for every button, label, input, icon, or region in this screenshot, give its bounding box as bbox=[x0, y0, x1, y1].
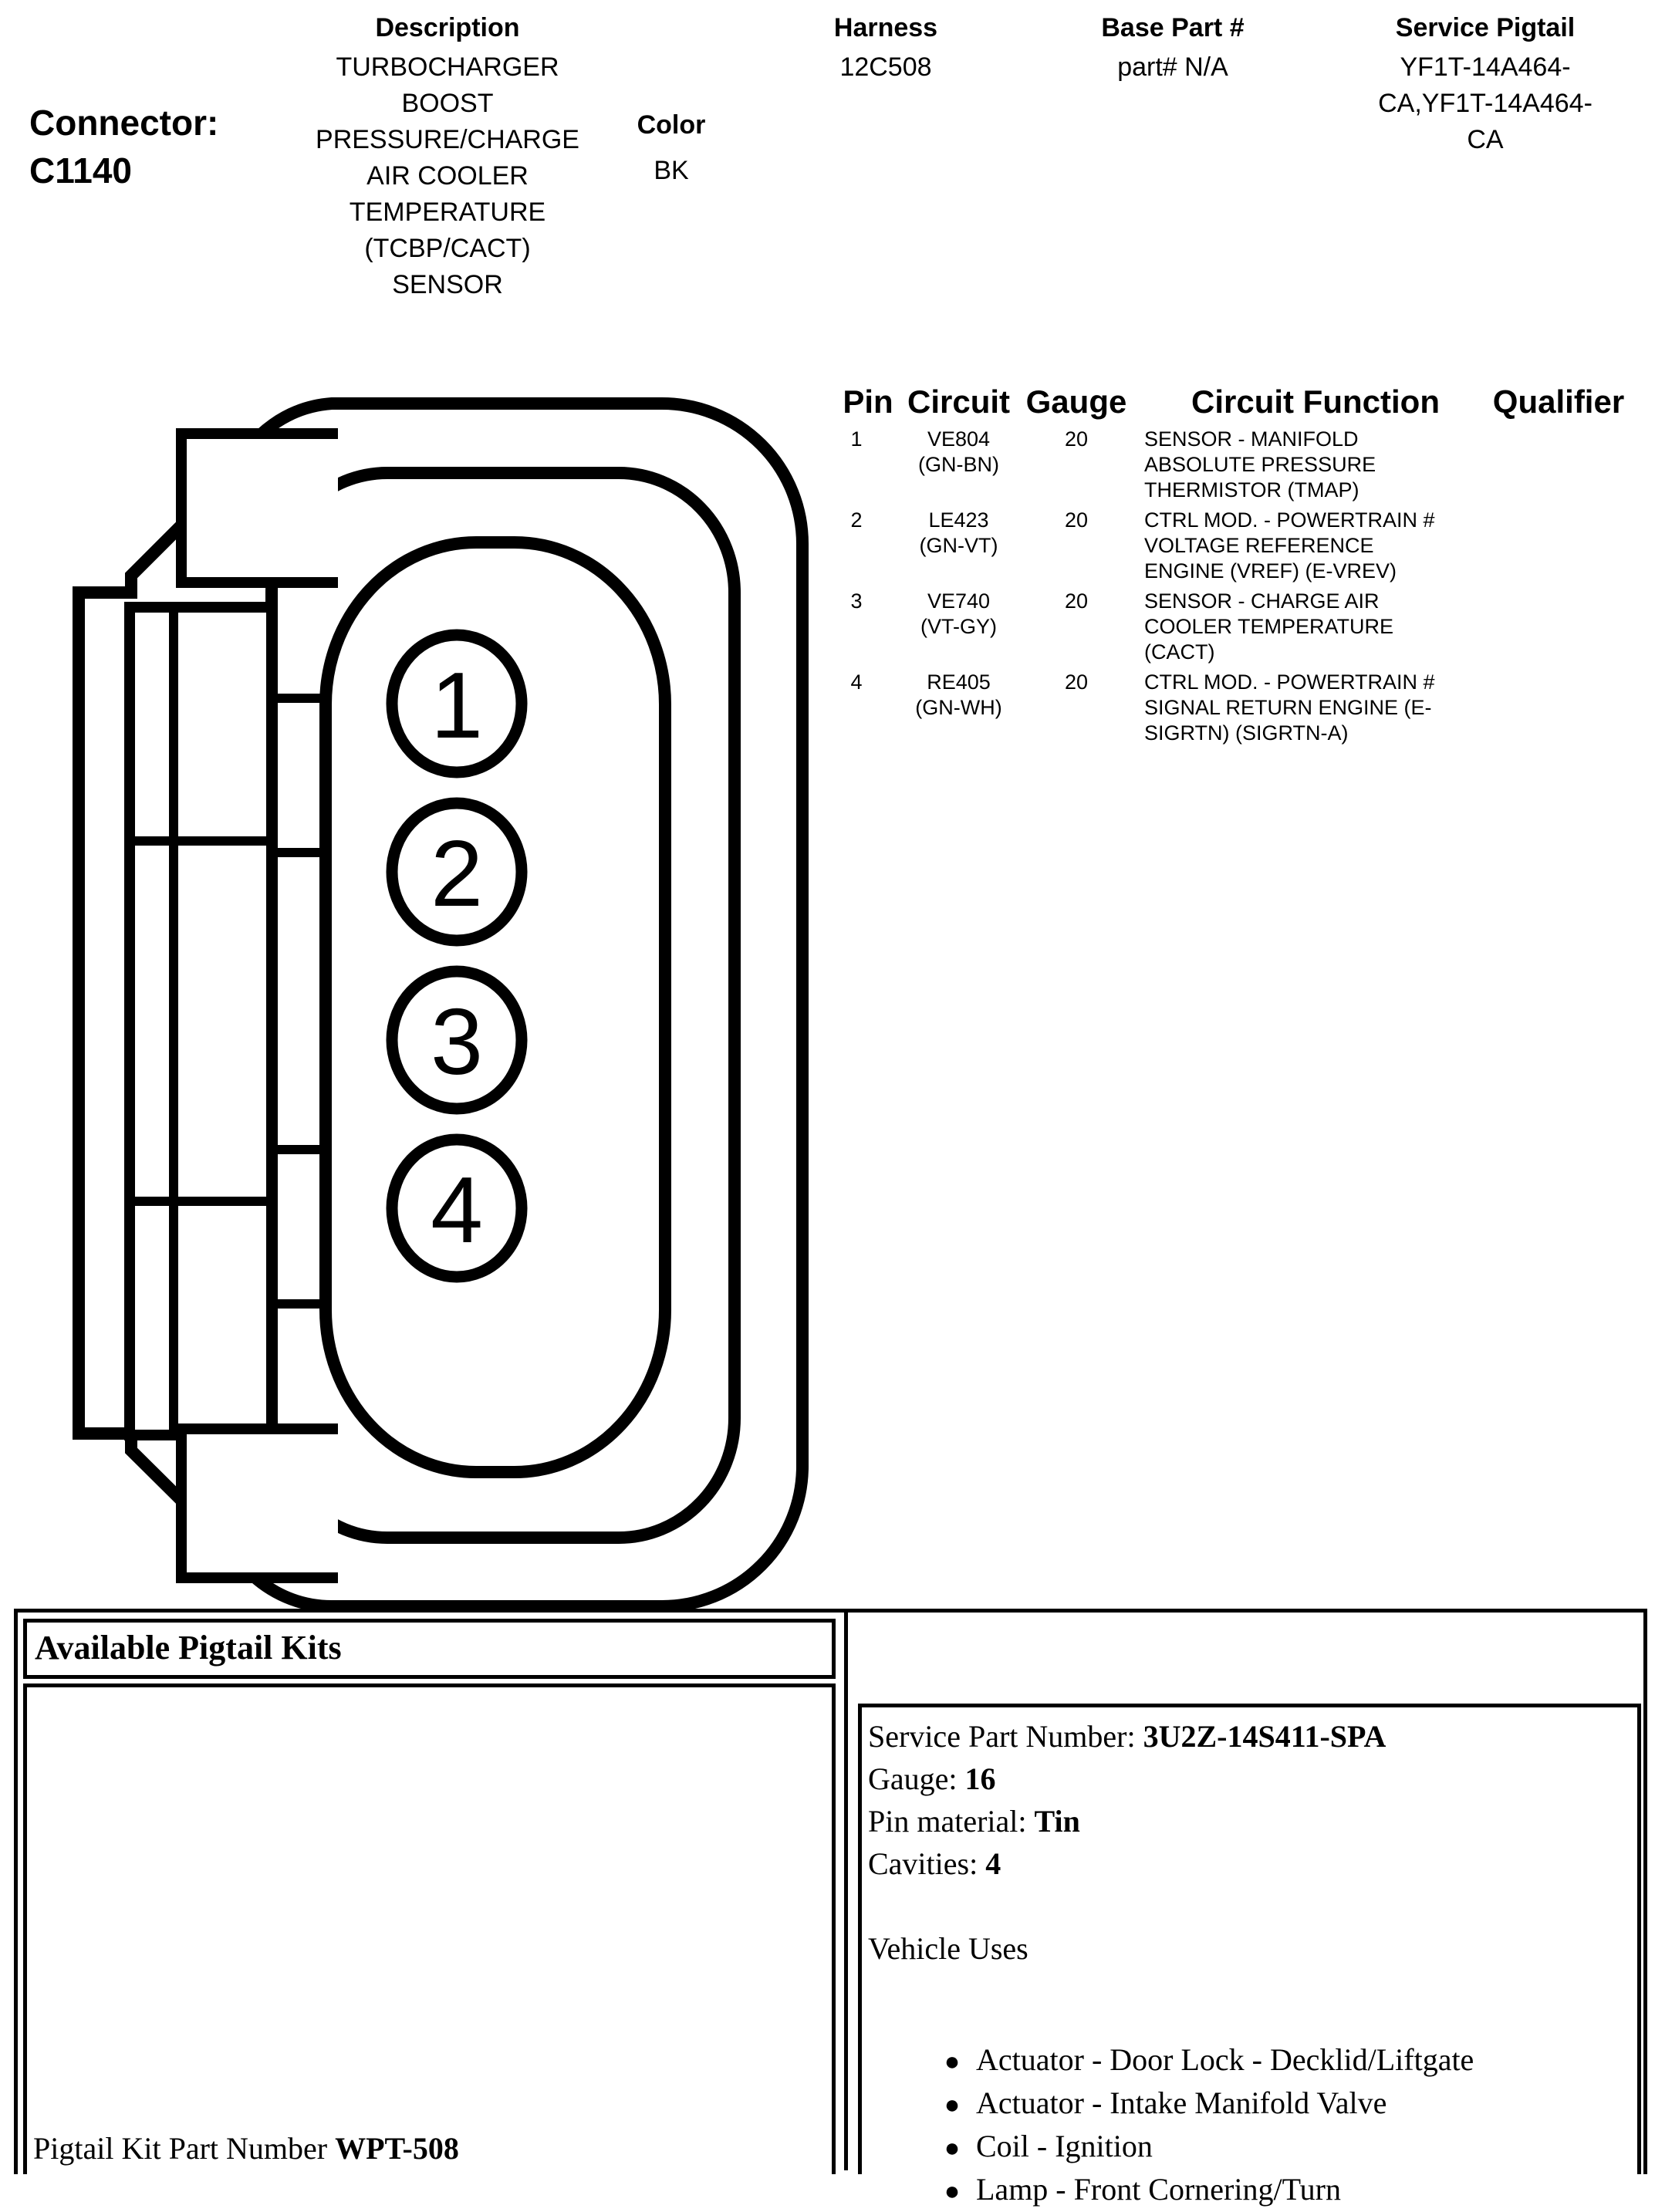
vehicle-use-item bbox=[928, 2169, 1632, 2212]
connector-id: C1140 bbox=[29, 150, 133, 191]
column-header-service-pigtail: Service Pigtail bbox=[1395, 13, 1576, 42]
pin-row-1-pin: 1 bbox=[850, 427, 863, 451]
function-line: COOLER TEMPERATURE bbox=[1144, 615, 1394, 638]
circuit-id: VE804 bbox=[927, 427, 991, 451]
pigtail-table-column-divider bbox=[844, 1609, 848, 2170]
pigtail-kit-part-number bbox=[33, 2127, 459, 2170]
function-line: SENSOR - CHARGE AIR bbox=[1144, 589, 1380, 613]
circuit-id: RE405 bbox=[927, 670, 991, 694]
pin-row-4-pin: 4 bbox=[850, 670, 863, 694]
vehicle-use-text: Coil - Ignition bbox=[976, 2129, 1153, 2163]
function-line: ABSOLUTE PRESSURE bbox=[1144, 453, 1376, 476]
column-header-description: Description bbox=[375, 13, 520, 42]
service-pigtail-value bbox=[1373, 49, 1597, 158]
service-part-value: 3U2Z-14S411-SPA bbox=[1143, 1719, 1386, 1754]
connector-cavity-pill bbox=[326, 542, 665, 1472]
vehicle-use-text: Actuator - Intake Manifold Valve bbox=[976, 2085, 1387, 2120]
circuit-color: (GN-VT) bbox=[919, 534, 998, 557]
pin-row-4-function bbox=[1144, 670, 1607, 746]
vehicle-use-item bbox=[928, 2039, 1632, 2082]
pin-material-value: Tin bbox=[1034, 1804, 1080, 1839]
cavities-value: 4 bbox=[985, 1846, 1001, 1881]
description-line: (TCBP/CACT) bbox=[364, 234, 531, 263]
function-line: ENGINE (VREF) (E-VREV) bbox=[1144, 559, 1397, 583]
pigtail-title: Available Pigtail Kits bbox=[35, 1629, 342, 1667]
column-header-harness: Harness bbox=[833, 13, 938, 42]
pin-table-header-circuit: Circuit bbox=[907, 383, 1010, 420]
bullet-icon: ● bbox=[944, 2091, 961, 2119]
bullet-icon: ● bbox=[944, 2048, 961, 2076]
bullet-icon: ● bbox=[944, 2134, 961, 2163]
function-line: (CACT) bbox=[1144, 640, 1215, 664]
pin-table-header-qualifier: Qualifier bbox=[1492, 383, 1625, 420]
pin-row-2-gauge: 20 bbox=[1064, 508, 1089, 532]
harness-value: 12C508 bbox=[839, 52, 932, 82]
description-line: PRESSURE/CHARGE bbox=[316, 125, 579, 154]
description-line: BOOST bbox=[401, 89, 494, 118]
gauge-label: Gauge: bbox=[868, 1761, 965, 1796]
pigtail-title-cell bbox=[23, 1619, 836, 1679]
column-header-base-part: Base Part # bbox=[1101, 13, 1245, 42]
connector-latch-bracket bbox=[130, 607, 272, 1435]
pin-row-2-pin: 2 bbox=[850, 508, 863, 532]
cavities-label: Cavities: bbox=[868, 1846, 986, 1881]
pin-table-header-function: Circuit Function bbox=[1191, 383, 1440, 420]
description-line: SENSOR bbox=[392, 270, 503, 299]
pigtail-kit-value: WPT-508 bbox=[335, 2131, 459, 2166]
pigtail-detail-cell bbox=[858, 1704, 1641, 2207]
vehicle-uses-heading: Vehicle Uses bbox=[868, 1931, 1028, 1966]
circuit-color: (GN-BN) bbox=[918, 453, 999, 476]
function-line: THERMISTOR (TMAP) bbox=[1144, 478, 1359, 501]
pin-row-3-circuit bbox=[895, 589, 1022, 640]
circuit-id: VE740 bbox=[927, 589, 991, 613]
vehicle-use-item bbox=[928, 2082, 1632, 2126]
column-header-color: Color bbox=[637, 110, 706, 140]
pin-row-1-gauge: 20 bbox=[1064, 427, 1089, 451]
circuit-id: LE423 bbox=[928, 508, 989, 532]
function-line: SIGRTN) (SIGRTN-A) bbox=[1144, 721, 1349, 745]
circuit-color: (VT-GY) bbox=[920, 615, 997, 638]
function-line: CTRL MOD. - POWERTRAIN # bbox=[1144, 508, 1435, 532]
service-pigtail-line: CA bbox=[1467, 125, 1504, 154]
pin-1-number: 1 bbox=[431, 653, 483, 758]
vehicle-use-text: Actuator - Door Lock - Decklid/Liftgate bbox=[976, 2042, 1474, 2077]
pin-material-label: Pin material: bbox=[868, 1804, 1035, 1839]
pin-material-line bbox=[868, 1800, 1632, 1842]
pin-3-number: 3 bbox=[431, 989, 483, 1094]
description-value bbox=[301, 49, 594, 303]
function-line: VOLTAGE REFERENCE bbox=[1144, 534, 1374, 557]
pigtail-kit-cell bbox=[23, 1683, 836, 2174]
service-part-label: Service Part Number: bbox=[868, 1719, 1143, 1754]
vehicle-use-text: Lamp - Front Cornering/Turn bbox=[976, 2172, 1341, 2207]
circuit-color: (GN-WH) bbox=[915, 696, 1002, 719]
pin-row-3-pin: 3 bbox=[850, 589, 863, 613]
pin-row-1-function bbox=[1144, 427, 1607, 503]
service-part-number-line bbox=[868, 1715, 1632, 1758]
pin-row-4-gauge: 20 bbox=[1064, 670, 1089, 694]
color-value: BK bbox=[654, 156, 689, 185]
spacer bbox=[868, 1970, 1632, 2039]
bullet-icon: ● bbox=[944, 2177, 961, 2206]
pigtail-kit-label: Pigtail Kit Part Number bbox=[33, 2131, 336, 2166]
description-line: AIR COOLER bbox=[366, 161, 529, 191]
cavities-line bbox=[868, 1842, 1632, 1885]
description-line: TURBOCHARGER bbox=[336, 52, 559, 82]
pin-row-3-gauge: 20 bbox=[1064, 589, 1089, 613]
function-line: CTRL MOD. - POWERTRAIN # bbox=[1144, 670, 1435, 694]
description-line: TEMPERATURE bbox=[349, 198, 546, 227]
spacer bbox=[868, 1885, 1632, 1927]
pin-row-1-circuit bbox=[895, 427, 1022, 478]
connector-top-tab bbox=[181, 434, 338, 583]
pin-table-header-gauge: Gauge bbox=[1025, 383, 1127, 420]
pin-row-3-function bbox=[1144, 589, 1607, 665]
gauge-value: 16 bbox=[964, 1761, 996, 1796]
pin-table-header-pin: Pin bbox=[843, 383, 893, 420]
pin-row-2-function bbox=[1144, 508, 1607, 584]
gauge-line bbox=[868, 1758, 1632, 1800]
service-pigtail-line: YF1T-14A464- bbox=[1400, 52, 1571, 82]
pin-row-4-circuit bbox=[895, 670, 1022, 721]
connector-label: Connector: bbox=[29, 103, 219, 143]
connector-face-diagram bbox=[42, 374, 818, 1624]
pin-2-number: 2 bbox=[431, 821, 483, 926]
service-pigtail-line: CA,YF1T-14A464- bbox=[1378, 89, 1593, 118]
pin-4-number: 4 bbox=[431, 1157, 483, 1262]
connector-bottom-tab bbox=[181, 1429, 338, 1578]
pin-row-2-circuit bbox=[895, 508, 1022, 559]
function-line: SENSOR - MANIFOLD bbox=[1144, 427, 1359, 451]
vehicle-uses-list bbox=[928, 2039, 1632, 2212]
function-line: SIGNAL RETURN ENGINE (E- bbox=[1144, 696, 1432, 719]
vehicle-use-item bbox=[928, 2126, 1632, 2169]
base-part-value: part# N/A bbox=[1117, 52, 1228, 82]
